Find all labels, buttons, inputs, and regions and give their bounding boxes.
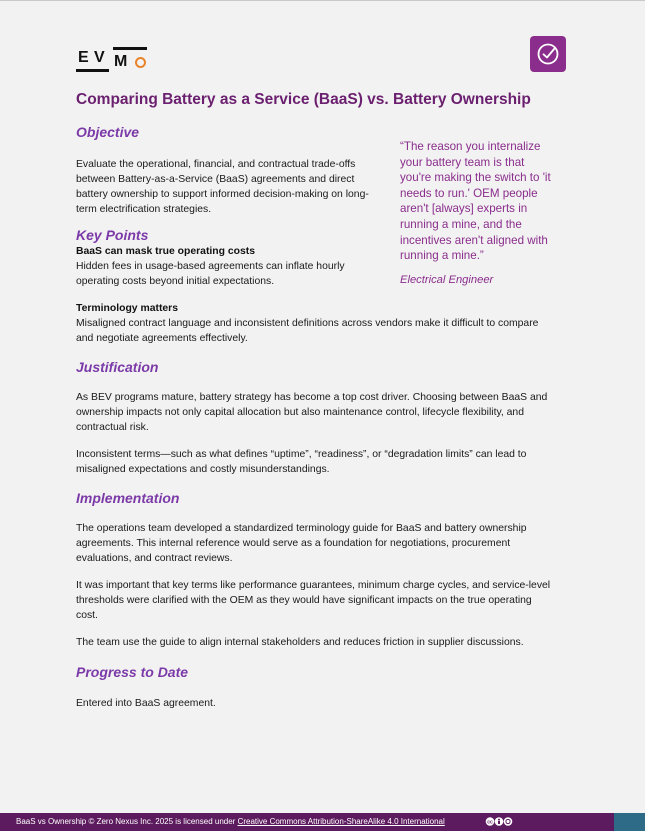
logo-bar-bottom <box>76 69 109 72</box>
progress-heading: Progress to Date <box>76 664 189 680</box>
quote-author: Electrical Engineer <box>400 274 494 286</box>
page-title: Comparing Battery as a Service (BaaS) vs. Battery Ownership <box>76 91 531 108</box>
footer-accent <box>614 813 645 831</box>
check-circle-icon <box>530 36 566 72</box>
objective-line: between Battery-as-a-Service (BaaS) agreements and direct <box>76 174 355 185</box>
logo-letter-v: V <box>94 49 105 66</box>
quote-line: incentives aren't aligned with <box>400 233 548 247</box>
key-points-heading: Key Points <box>76 227 149 243</box>
logo-letter-e: E <box>78 49 89 66</box>
quote-line: aren't [always] experts in <box>400 202 528 216</box>
evmo-logo <box>76 47 150 73</box>
quote-line: needs to run.' OEM people <box>400 186 538 200</box>
implementation-line: evaluations, and contract reviews. <box>76 553 233 564</box>
quote-line: running a mine, and the <box>400 217 522 231</box>
justification-line: As BEV programs mature, battery strategy has become a top cost driver. Choosing between BaaS and <box>76 392 548 403</box>
implementation-line: agreements. This internal reference would serve as a foundation for negotiations, procurement <box>76 538 511 549</box>
page-top-border <box>0 0 645 1</box>
footer-copyright: BaaS vs Ownership © Zero Nexus Inc. 2025 is licensed under <box>16 817 238 826</box>
key-point-line: Misaligned contract language and inconsistent definitions across vendors make it difficult to compare <box>76 318 539 329</box>
implementation-paragraph <box>76 521 576 566</box>
justification-heading: Justification <box>76 359 159 375</box>
implementation-line: thresholds were clarified with the OEM as they would have significant impacts on the true operating <box>76 595 532 606</box>
implementation-line: The operations team developed a standardized terminology guide for BaaS and battery ownership <box>76 523 527 534</box>
quote-line: “The reason you internalize <box>400 140 541 153</box>
implementation-line: The team use the guide to align internal stakeholders and reduces friction in supplier discussions. <box>76 637 524 648</box>
footer-bar <box>0 813 645 831</box>
logo-bar-top <box>113 47 147 50</box>
justification-paragraph <box>76 390 576 435</box>
quote-line: you're making the switch to 'it <box>400 171 551 185</box>
logo-letter-m: M <box>114 53 128 70</box>
justification-line: contractual risk. <box>76 422 149 433</box>
progress-line: Entered into BaaS agreement. <box>76 698 216 709</box>
key-point-line: and negotiate agreements effectively. <box>76 333 248 344</box>
objective-line: term electrification strategies. <box>76 204 212 215</box>
key-point-body <box>76 316 576 346</box>
implementation-heading: Implementation <box>76 490 180 506</box>
logo-letter-o-ring <box>135 57 146 68</box>
quote-line: your battery team is that <box>400 155 525 169</box>
cc-license-icon[interactable] <box>485 816 513 827</box>
justification-paragraph <box>76 447 576 477</box>
objective-text <box>76 157 396 217</box>
key-point-title: Terminology matters <box>76 303 179 314</box>
implementation-line: cost. <box>76 610 98 621</box>
key-point-line: operating costs beyond initial expectations. <box>76 276 275 287</box>
key-point-title: BaaS can mask true operating costs <box>76 246 256 257</box>
progress-text <box>76 696 576 711</box>
footer-text <box>16 817 445 826</box>
implementation-line: It was important that key terms like performance guarantees, minimum charge cycles, and service-level <box>76 580 551 591</box>
pull-quote <box>400 139 565 264</box>
license-link[interactable]: Creative Commons Attribution-ShareAlike 4.0 International <box>237 817 445 826</box>
objective-line: Evaluate the operational, financial, and contractual trade-offs <box>76 159 356 170</box>
svg-text:cc: cc <box>487 819 493 826</box>
justification-line: ownership impacts not only capital allocation but also maintenance control, lifecycle flexibility, and <box>76 407 524 418</box>
objective-line: battery ownership to support informed decision-making on long- <box>76 189 369 200</box>
key-point-line: Hidden fees in usage-based agreements can inflate hourly <box>76 261 345 272</box>
implementation-paragraph <box>76 635 576 650</box>
key-point-body <box>76 259 396 289</box>
check-badge <box>530 36 566 72</box>
objective-heading: Objective <box>76 124 140 140</box>
quote-line: running a mine.” <box>400 249 484 263</box>
justification-line: Inconsistent terms—such as what defines “uptime”, “readiness”, or “degradation limits” can lead to <box>76 449 527 460</box>
implementation-paragraph <box>76 578 576 623</box>
justification-line: misaligned expectations and costly misunderstandings. <box>76 464 330 475</box>
